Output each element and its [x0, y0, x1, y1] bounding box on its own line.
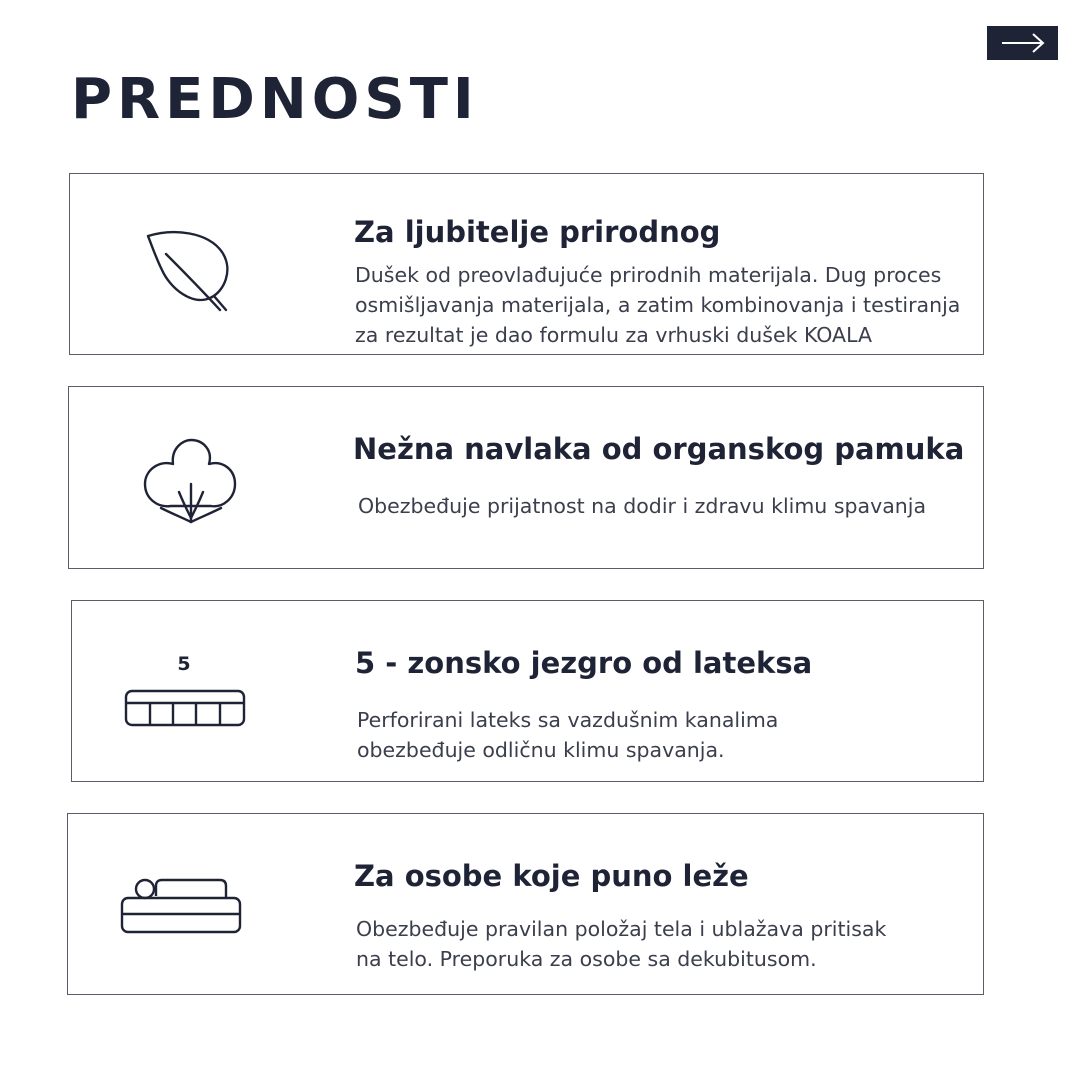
- benefit-description: [357, 705, 778, 765]
- description-line: Perforirani lateks sa vazdušnim kanalima: [357, 708, 779, 732]
- zone-count-label: 5: [177, 653, 191, 675]
- benefit-description: [358, 491, 926, 521]
- description-line: Obezbeđuje pravilan položaj tela i ublažava pritisak: [356, 917, 887, 941]
- person-in-bed-icon: [120, 878, 244, 936]
- description-line: na telo. Preporuka za osobe sa dekubitusom.: [356, 947, 817, 971]
- mattress-zones-graphic: [124, 689, 248, 729]
- benefit-card-organic-cover: [68, 386, 984, 569]
- description-line: osmišljavanja materijala, a zatim kombinovanja i testiranja: [355, 293, 961, 317]
- benefit-description: [356, 914, 886, 974]
- benefit-title: Za ljubitelje prirodnog: [354, 215, 721, 249]
- description-line: za rezultat je dao formulu za vrhuski dušek KOALA: [355, 323, 872, 347]
- benefit-card-bedridden: [67, 813, 984, 995]
- benefit-title: 5 - zonsko jezgro od lateksa: [355, 646, 813, 680]
- page-title: PREDNOSTI: [71, 67, 479, 132]
- benefit-title: Nežna navlaka od organskog pamuka: [353, 432, 965, 466]
- leaf-icon: [144, 230, 230, 314]
- benefit-description: [355, 260, 960, 350]
- benefit-card-natural: [69, 173, 984, 355]
- benefit-title: Za osobe koje puno leže: [354, 859, 749, 893]
- arrow-right-icon: [999, 32, 1047, 54]
- description-line: obezbeđuje odličnu klimu spavanja.: [357, 738, 725, 762]
- next-slide-button[interactable]: [987, 26, 1058, 60]
- cotton-icon: [143, 438, 239, 526]
- description-line: Dušek od preovlađujuće prirodnih materijala. Dug proces: [355, 263, 942, 287]
- zone-mattress-icon: [124, 653, 248, 729]
- benefit-card-latex-core: [71, 600, 984, 782]
- description-line: Obezbeđuje prijatnost na dodir i zdravu klimu spavanja: [358, 494, 927, 518]
